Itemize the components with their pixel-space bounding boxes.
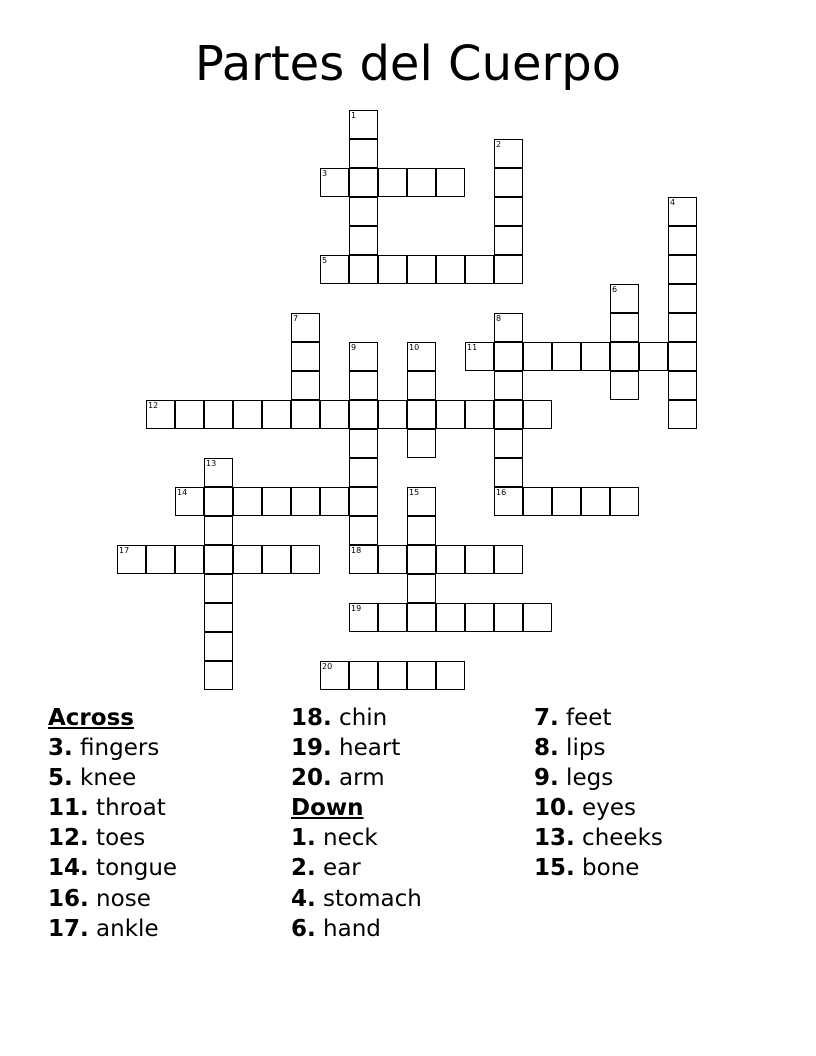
crossword-cell[interactable] [233,487,262,516]
crossword-cell[interactable] [494,429,523,458]
clue-item-number: 3. [48,735,73,762]
clue-item-text: neck [315,825,378,852]
clue-item [534,853,663,883]
clue-item-text: bone [574,855,640,882]
clue-number: 5 [322,256,328,265]
clue-item-text: throat [88,795,166,822]
clue-item [291,823,422,853]
crossword-cell[interactable] [465,603,494,632]
crossword-cell[interactable] [494,371,523,400]
clue-column-3 [534,703,663,884]
clue-item-text: knee [72,765,137,792]
clue-item-number: 2. [291,855,316,882]
crossword-cell[interactable] [436,545,465,574]
clue-number: 1 [351,111,357,120]
clue-item [291,763,422,793]
crossword-cell[interactable] [378,603,407,632]
clue-item-number: 13. [534,825,575,852]
crossword-cell[interactable] [610,284,639,313]
clue-item-text: ankle [88,915,159,942]
crossword-cell[interactable] [291,487,320,516]
crossword-cell[interactable] [407,661,436,690]
crossword-cell[interactable] [668,197,697,226]
crossword-cell[interactable] [407,516,436,545]
crossword-cell[interactable] [610,313,639,342]
crossword-cell[interactable] [291,313,320,342]
clue-item [534,763,663,793]
crossword-cell[interactable] [204,458,233,487]
crossword-cell[interactable] [349,429,378,458]
crossword-cell[interactable] [204,603,233,632]
crossword-cell[interactable] [378,545,407,574]
clue-heading: Across [48,705,134,731]
clue-item-text: toes [88,825,146,852]
clue-item-number: 19. [291,735,332,762]
clue-item-number: 18. [291,705,332,731]
clue-item [48,853,177,883]
clue-item-number: 15. [534,855,575,882]
crossword-cell[interactable] [349,400,378,429]
crossword-cell[interactable] [349,371,378,400]
clue-item-text: hand [315,915,381,942]
crossword-cell[interactable] [465,255,494,284]
clue-item-number: 17. [48,915,89,942]
clue-item-number: 14. [48,855,89,882]
clue-item [48,914,177,944]
crossword-cell[interactable] [436,255,465,284]
crossword-cell[interactable] [407,342,436,371]
clue-number: 19 [351,604,362,613]
clue-item-text: cheeks [574,825,663,852]
clue-item-text: legs [558,765,614,792]
crossword-cell[interactable] [349,487,378,516]
crossword-cell[interactable] [494,139,523,168]
crossword-cell[interactable] [175,487,204,516]
clue-item [291,914,422,944]
crossword-cell[interactable] [668,313,697,342]
crossword-cell[interactable] [610,371,639,400]
clue-column-2 [291,703,422,944]
crossword-cell[interactable] [175,545,204,574]
clue-number: 6 [612,285,618,294]
clue-item-number: 6. [291,915,316,942]
crossword-cell[interactable] [378,255,407,284]
crossword-cell[interactable] [262,487,291,516]
crossword-cell[interactable] [581,342,610,371]
clue-item [48,823,177,853]
clue-item-number: 16. [48,885,89,912]
clue-item [48,733,177,763]
crossword-cell[interactable] [436,661,465,690]
clue-item [48,763,177,793]
crossword-cell[interactable] [204,516,233,545]
crossword-cell[interactable] [494,313,523,342]
clue-number: 18 [351,546,362,555]
crossword-cell[interactable] [291,545,320,574]
clue-item-number: 12. [48,825,89,852]
clue-item-number: 5. [48,765,73,792]
clue-number: 10 [409,343,420,352]
crossword-cell[interactable] [494,603,523,632]
clue-number: 9 [351,343,357,352]
crossword-cell[interactable] [407,429,436,458]
crossword-cell[interactable] [552,342,581,371]
clue-item-number: 11. [48,795,89,822]
clue-number: 4 [670,198,676,207]
crossword-cell[interactable] [494,487,523,516]
clue-item-text: chin [331,705,388,731]
crossword-cell[interactable] [262,545,291,574]
clue-item-text: tongue [88,855,178,882]
crossword-cell[interactable] [465,342,494,371]
clue-number: 11 [467,343,478,352]
clue-number: 12 [148,401,159,410]
crossword-cell[interactable] [349,110,378,139]
crossword-cell[interactable] [204,632,233,661]
crossword-cell[interactable] [494,168,523,197]
clue-item [48,884,177,914]
crossword-cell[interactable] [494,226,523,255]
clue-item [291,703,422,733]
crossword-cell[interactable] [349,342,378,371]
crossword-cell[interactable] [349,545,378,574]
crossword-cell[interactable] [349,458,378,487]
crossword-cell[interactable] [610,487,639,516]
clue-number: 14 [177,488,188,497]
crossword-cell[interactable] [668,371,697,400]
clue-item-text: stomach [315,885,422,912]
crossword-cell[interactable] [581,487,610,516]
clue-number: 20 [322,662,333,671]
crossword-cell[interactable] [349,226,378,255]
crossword-cell[interactable] [407,371,436,400]
page-title: Partes del Cuerpo [194,36,622,92]
crossword-cell[interactable] [204,661,233,690]
clue-item-text: ear [315,855,361,882]
clue-number: 2 [496,140,502,149]
clue-item [291,884,422,914]
crossword-cell[interactable] [407,255,436,284]
crossword-cell[interactable] [349,197,378,226]
crossword-cell[interactable] [436,400,465,429]
clue-item-text: feet [558,705,612,731]
clue-number: 7 [293,314,299,323]
crossword-cell[interactable] [175,400,204,429]
crossword-cell[interactable] [668,284,697,313]
crossword-cell[interactable] [349,516,378,545]
crossword-cell[interactable] [465,400,494,429]
crossword-cell[interactable] [204,545,233,574]
clue-number: 13 [206,459,217,468]
clue-item-number: 1. [291,825,316,852]
clue-item-number: 7. [534,705,559,731]
clue-item-text: arm [331,765,385,792]
crossword-cell[interactable] [262,400,291,429]
crossword-cell[interactable] [291,371,320,400]
clue-item [291,853,422,883]
clue-item-text: lips [558,735,606,762]
clue-number: 3 [322,169,328,178]
crossword-cell[interactable] [494,342,523,371]
crossword-cell[interactable] [407,168,436,197]
clue-number: 16 [496,488,507,497]
crossword-cell[interactable] [349,603,378,632]
clue-item-number: 4. [291,885,316,912]
crossword-cell[interactable] [552,487,581,516]
crossword-cell[interactable] [320,168,349,197]
crossword-cell[interactable] [117,545,146,574]
clue-item-number: 8. [534,735,559,762]
crossword-cell[interactable] [436,168,465,197]
crossword-cell[interactable] [378,661,407,690]
crossword-cell[interactable] [407,487,436,516]
crossword-cell[interactable] [494,545,523,574]
clue-item [534,733,663,763]
crossword-cell[interactable] [523,400,552,429]
clue-item-text: nose [88,885,151,912]
clue-heading: Down [291,795,364,822]
crossword-cell[interactable] [146,400,175,429]
crossword-cell[interactable] [668,226,697,255]
clue-item-text: eyes [574,795,636,822]
crossword-cell[interactable] [349,168,378,197]
crossword-cell[interactable] [610,342,639,371]
crossword-cell[interactable] [349,255,378,284]
crossword-cell[interactable] [320,400,349,429]
crossword-cell[interactable] [378,400,407,429]
clue-item [291,733,422,763]
crossword-cell[interactable] [639,342,668,371]
clue-item [48,793,177,823]
crossword-cell[interactable] [204,574,233,603]
crossword-cell[interactable] [320,255,349,284]
crossword-cell[interactable] [407,545,436,574]
crossword-cell[interactable] [523,603,552,632]
crossword-cell[interactable] [204,400,233,429]
crossword-cell[interactable] [407,603,436,632]
clue-item-number: 10. [534,795,575,822]
clue-item [534,703,663,733]
clue-item [534,823,663,853]
crossword-cell[interactable] [494,197,523,226]
crossword-cell[interactable] [668,400,697,429]
clue-column-1 [48,703,177,944]
clue-number: 17 [119,546,130,555]
crossword-cell[interactable] [668,255,697,284]
crossword-cell[interactable] [523,487,552,516]
crossword-cell[interactable] [349,139,378,168]
crossword-cell[interactable] [494,400,523,429]
crossword-cell[interactable] [320,661,349,690]
clue-number: 15 [409,488,420,497]
clue-item-number: 20. [291,765,332,792]
crossword-cell[interactable] [233,545,262,574]
crossword-cell[interactable] [465,545,494,574]
crossword-cell[interactable] [407,400,436,429]
crossword-cell[interactable] [436,603,465,632]
clue-item-text: fingers [72,735,160,762]
crossword-cell[interactable] [407,574,436,603]
crossword-cell[interactable] [494,255,523,284]
crossword-cell[interactable] [320,487,349,516]
crossword-cell[interactable] [494,458,523,487]
crossword-cell[interactable] [668,342,697,371]
clue-item-number: 9. [534,765,559,792]
crossword-cell[interactable] [378,168,407,197]
crossword-cell[interactable] [146,545,175,574]
clue-item [534,793,663,823]
crossword-cell[interactable] [523,342,552,371]
crossword-cell[interactable] [349,661,378,690]
clue-item-text: heart [331,735,401,762]
crossword-cell[interactable] [291,400,320,429]
clue-number: 8 [496,314,502,323]
crossword-cell[interactable] [233,400,262,429]
crossword-cell[interactable] [291,342,320,371]
crossword-cell[interactable] [204,487,233,516]
